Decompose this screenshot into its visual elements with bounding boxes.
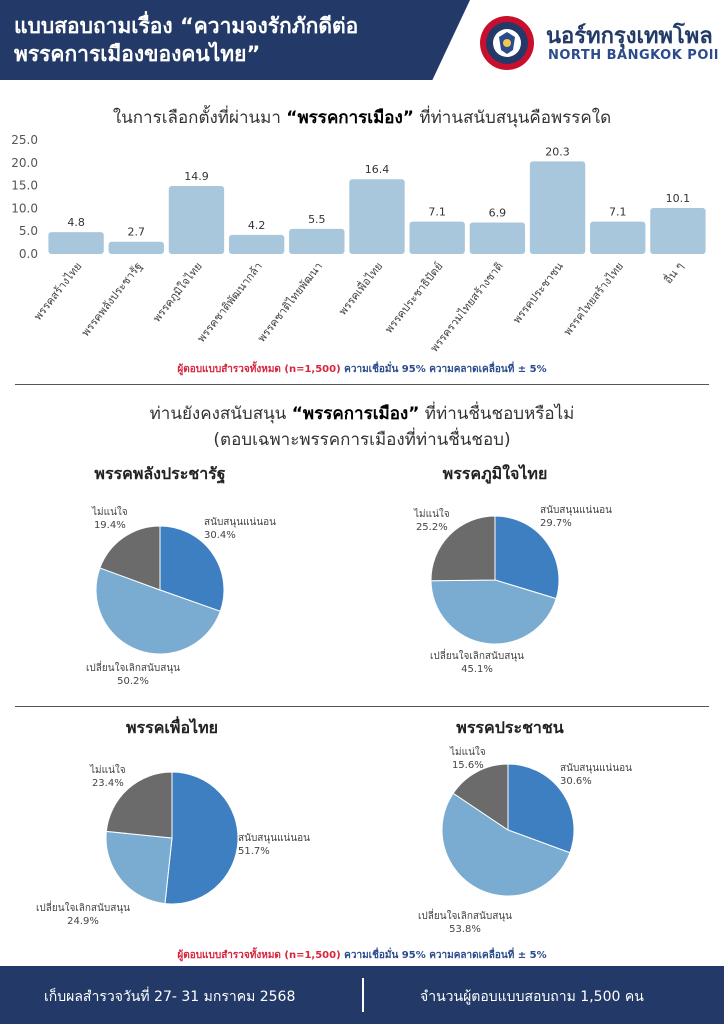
pie-section-title-pre: ท่านยังคงสนับสนุน (149, 404, 292, 424)
pie-slice-category: สนับสนุนแน่นอน (540, 505, 613, 516)
survey-note-top (0, 362, 724, 377)
pie-slice-percent: 24.9% (67, 916, 99, 927)
pie-slice-category: สนับสนุนแน่นอน (238, 833, 311, 844)
pie-slice-label (418, 910, 512, 936)
survey-note-sample: ผู้ตอบแบบสำรวจทั้งหมด (n=1,500) (177, 950, 341, 961)
pie-chart (94, 524, 226, 656)
divider (15, 384, 709, 385)
pie-section-title (0, 400, 724, 427)
pie-slice-label (92, 506, 128, 532)
pie-chart (104, 770, 240, 906)
y-tick-label: 15.0 (11, 178, 38, 193)
bar-value-label: 4.2 (247, 218, 266, 232)
bar-value-label: 20.3 (545, 145, 570, 159)
bar-chart-title (0, 104, 724, 131)
pie-chart (440, 762, 576, 898)
bar (470, 223, 525, 254)
page-title-line1: แบบสอบถามเรื่อง “ความจงรักภักดีต่อ (14, 14, 359, 38)
pie-slice-category: เปลี่ยนใจเลิกสนับสนุน (430, 651, 524, 662)
x-category-label: พรรคภูมิใจไทย (150, 259, 205, 325)
pie-slice-percent: 30.4% (204, 530, 236, 541)
survey-date: เก็บผลสำรวจวันที่ 27- 31 มกราคม 2568 (44, 989, 296, 1005)
y-tick-label: 20.0 (11, 155, 38, 170)
y-tick-label: 5.0 (18, 224, 38, 239)
divider (15, 706, 709, 707)
pie-slice-percent: 25.2% (415, 522, 448, 533)
bar-chart-title-post: ที่ท่านสนับสนุนคือพรรคใด (413, 108, 612, 128)
pie-title: พรรคพลังประชารัฐ (94, 464, 226, 483)
bar-value-label: 5.5 (308, 212, 326, 226)
pie-slice-label (204, 516, 276, 542)
x-category-label: พรรคพลังประชารัฐ (78, 259, 145, 339)
bar (229, 235, 284, 254)
bar (109, 242, 164, 254)
bar-value-label: 14.9 (184, 170, 209, 184)
pie-slice-percent: 15.6% (451, 760, 484, 771)
pie-slice-percent: 53.8% (449, 924, 481, 935)
pie-slice-percent: 29.7% (540, 518, 572, 529)
x-category-label: พรรคประชาธิปัตย์ (382, 259, 446, 336)
x-category-label: พรรคชาติพัฒนากล้า (194, 259, 266, 345)
page-title (14, 12, 454, 68)
bar (409, 222, 464, 254)
pie-slice (165, 772, 238, 904)
bar (530, 161, 585, 254)
pie-slice-percent: 50.2% (117, 676, 149, 687)
pie-slice-category: ไม่แน่ใจ (92, 507, 128, 518)
x-category-label: พรรครวมไทยสร้างชาติ (427, 259, 506, 355)
pie-slice-percent: 19.4% (93, 520, 126, 531)
brand-name-english: NORTH BANGKOK POll (548, 48, 719, 63)
y-tick-label: 10.0 (11, 201, 38, 216)
pie-section-subtitle: (ตอบเฉพาะพรรคการเมืองที่ท่านชื่นชอบ) (213, 430, 511, 450)
pie-slice-label (540, 504, 612, 530)
pie-slice-label (36, 902, 130, 928)
bar-value-label: 6.9 (488, 206, 507, 220)
pie-slice (106, 831, 172, 903)
pie-title: พรรคเพื่อไทย (125, 718, 219, 737)
pie-section-title-post: ที่ท่านชื่นชอบหรือไม่ (419, 404, 575, 424)
pie-slice-category: ไม่แน่ใจ (90, 765, 126, 776)
bar-chart (0, 128, 724, 368)
bar (590, 222, 645, 254)
pie-slice-label (450, 746, 486, 772)
bar-value-label: 16.4 (364, 163, 390, 177)
police-seal-logo (478, 14, 536, 72)
x-category-label: พรรคชาติไทยพัฒนา (255, 259, 326, 345)
x-category-label: พรรคประชาชน (510, 259, 566, 327)
survey-note-sample: ผู้ตอบแบบสำรวจทั้งหมด (n=1,500) (177, 364, 341, 375)
bar-value-label: 4.8 (67, 216, 85, 230)
bar (650, 208, 705, 254)
pie-slice-label (560, 762, 632, 788)
bar (349, 179, 404, 254)
x-category-label: อื่น ๆ (661, 259, 687, 287)
pie-slice-category: ไม่แน่ใจ (450, 747, 486, 758)
bar-chart-title-bold: “พรรคการเมือง” (286, 108, 414, 128)
pie-slice-category: เปลี่ยนใจเลิกสนับสนุน (86, 663, 180, 674)
pie-slice-label (86, 662, 180, 688)
footer (0, 966, 724, 1024)
page-title-line2: พรรคการเมืองของคนไทย” (14, 42, 261, 66)
pie-slice-label (238, 832, 310, 858)
footer-separator (362, 978, 364, 1012)
respondent-count: จำนวนผู้ตอบแบบสอบถาม 1,500 คน (420, 989, 644, 1005)
y-tick-label: 25.0 (11, 133, 38, 147)
pie-slice-label (430, 650, 524, 676)
x-category-label: พรรคไทยสร้างไทย (561, 259, 627, 339)
header (0, 0, 724, 80)
pie-slice-category: เปลี่ยนใจเลิกสนับสนุน (36, 903, 130, 914)
pie-slice-category: สนับสนุนแน่นอน (204, 517, 277, 528)
pie-slice-category: ไม่แน่ใจ (414, 509, 450, 520)
pie-slice-percent: 23.4% (91, 778, 124, 789)
survey-note-confidence: ความเชื่อมั่น 95% ความคลาดเคลื่อนที่ ± 5% (340, 950, 547, 961)
pie-slice-label (90, 764, 126, 790)
bar (48, 232, 103, 254)
bar (169, 186, 224, 254)
pie-slice-label (414, 508, 450, 534)
pie-section-title-bold: “พรรคการเมือง” (291, 404, 420, 424)
survey-note-bottom (0, 948, 724, 963)
pie-title: พรรคภูมิใจไทย (442, 464, 548, 483)
bar-value-label: 10.1 (665, 191, 691, 205)
x-category-label: พรรคสร้างไทย (31, 259, 85, 323)
pie-slice-category: สนับสนุนแน่นอน (560, 763, 633, 774)
brand-name-thai: นอร์ทกรุงเทพโพล (546, 24, 713, 49)
bar-chart-title-pre: ในการเลือกตั้งที่ผ่านมา (112, 108, 287, 128)
x-category-label: พรรคเพื่อไทย (336, 259, 386, 318)
bar-value-label: 2.7 (127, 225, 146, 239)
pie-title: พรรคประชาชน (456, 718, 564, 737)
bar-value-label: 7.1 (428, 205, 446, 219)
pie-slice-percent: 51.7% (238, 846, 270, 857)
survey-note-confidence: ความเชื่อมั่น 95% ความคลาดเคลื่อนที่ ± 5% (340, 364, 547, 375)
bar (289, 229, 344, 254)
bar-value-label: 7.1 (608, 205, 627, 219)
pie-slice-category: เปลี่ยนใจเลิกสนับสนุน (418, 911, 512, 922)
pie-slice-percent: 45.1% (461, 664, 493, 675)
pie-slice-percent: 30.6% (560, 776, 592, 787)
y-tick-label: 0.0 (18, 247, 38, 261)
